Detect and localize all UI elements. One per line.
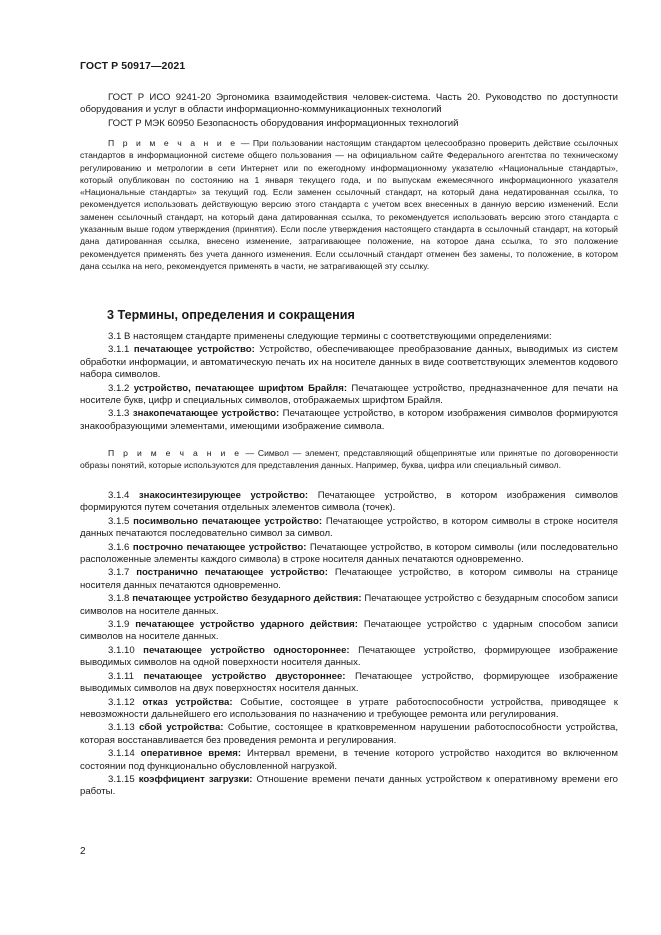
term-name: отказ устройства: xyxy=(142,696,233,708)
term-entry xyxy=(80,344,618,381)
section-title: 3 Термины, определения и сокращения xyxy=(107,308,355,322)
term-name: знакосинтезирующее устройство: xyxy=(138,490,309,501)
term-number: 3.1.7 xyxy=(108,567,130,579)
reference-item: ГОСТ Р ИСО 9241-20 Эргономика взаимодействия человек-система. Часть 20. Руководство по доступности оборудования и услуг в области информационно-коммуникационных технологий xyxy=(80,92,618,116)
term-name: сбой устройства: xyxy=(139,722,224,734)
term-number: 3.1.15 xyxy=(108,773,135,785)
term-entry xyxy=(80,383,618,408)
term-name: печатающее устройство безударного действия: xyxy=(132,593,362,605)
terms-intro: 3.1 В настоящем стандарте применены следующие термины с соответствующими определениями: xyxy=(108,331,552,342)
term-entry xyxy=(80,619,618,644)
term-entry xyxy=(80,722,618,747)
term-entry xyxy=(80,516,618,541)
document-header: ГОСТ Р 50917—2021 xyxy=(80,60,186,72)
note-label: П р и м е ч а н и е xyxy=(108,138,238,148)
term-number: 3.1.5 xyxy=(108,515,130,527)
term-definition: Печатающее устройство, предназначенное для печати на носителе букв, цифр и специальных символов, отображаемых шрифтом Брайля. xyxy=(80,382,618,407)
term-name: устройство, печатающее шрифтом Брайля: xyxy=(133,382,348,394)
term-entry xyxy=(80,671,618,696)
term-definition: Печатающее устройство с безударным способом записи символов на носителе данных. xyxy=(80,593,619,617)
term-definition: Интервал времени, в течение которого устройство находится во включенном состоянии под функционально обусловленной нагрузкой. xyxy=(80,748,618,772)
note-paragraph xyxy=(80,447,618,472)
page-number: 2 xyxy=(80,846,86,857)
term-entry xyxy=(80,645,618,670)
term-entry xyxy=(80,774,618,799)
term-name: печатающее устройство одностороннее: xyxy=(143,644,350,656)
term-number: 3.1.8 xyxy=(108,593,130,605)
term-name: печатающее устройство: xyxy=(133,344,255,356)
term-entry xyxy=(80,408,618,433)
term-definition: Печатающее устройство, в котором символы в строке носителя данных печатаются последовательно символ за символ. xyxy=(80,515,618,540)
term-definition: Печатающее устройство, в котором символы (или последовательно расположенные элементы каждого символа) в строке носителя данных печатаются одновременно. xyxy=(80,541,618,566)
term-entry xyxy=(80,542,618,567)
term-number: 3.1.6 xyxy=(108,541,130,553)
term-entry xyxy=(80,697,618,722)
term-number: 3.1.12 xyxy=(108,696,135,708)
note-text: Символ — элемент, представляющий общепринятые или принятые по договоренности образы понятий, которые используются для представления данных. Например, буква, цифра или специальный символ. xyxy=(80,448,618,471)
term-definition: Событие, состоящее в кратковременном нарушении работоспособности устройства, которая восстанавливается без проведения ремонта и регулирования. xyxy=(80,722,618,746)
term-name: постранично печатающее устройство: xyxy=(136,567,328,579)
term-number: 3.1.11 xyxy=(108,670,134,682)
term-name: посимвольно печатающее устройство: xyxy=(133,515,323,527)
term-definition: Печатающее устройство с ударным способом записи символов на носителе данных. xyxy=(80,619,618,643)
note-label: П р и м е ч а н и е xyxy=(108,448,242,458)
note-dash: — xyxy=(237,138,253,148)
terms-block-a xyxy=(80,331,618,434)
term-name: знакопечатающее устройство: xyxy=(132,408,280,420)
term-number: 3.1.10 xyxy=(108,644,135,656)
reference-item: ГОСТ Р МЭК 60950 Безопасность оборудования информационных технологий xyxy=(108,117,459,129)
term-definition: Печатающее устройство, формирующее изображение выводимых символов на одной поверхности носителя данных. xyxy=(80,644,618,669)
note-references xyxy=(80,137,618,272)
term-definition: Печатающее устройство, в котором изображения символов формируются путем сочетания отдельных элементов символа (точек). xyxy=(80,490,619,514)
term-entry xyxy=(80,748,618,773)
term-name: оперативное время: xyxy=(140,748,242,760)
terms-block-b xyxy=(80,490,618,800)
term-number: 3.1.9 xyxy=(108,619,130,631)
term-name: печатающее устройство ударного действия: xyxy=(135,619,358,631)
term-definition: Отношение времени печати данных устройством к оперативному времени его работы. xyxy=(80,773,618,798)
term-number: 3.1.1 xyxy=(108,344,130,356)
term-definition: Печатающее устройство, в котором изображения символов формируются знакообразующими элементами, имеющими изображение символа. xyxy=(80,408,619,432)
term-name: коэффициент загрузки: xyxy=(138,773,253,785)
term-definition: Событие, состоящее в утрате работоспособности устройства, приводящее к невозможности дальнейшего его использования по назначению и требующее ремонта или регулирования. xyxy=(80,696,619,720)
term-name: построчно печатающее устройство: xyxy=(132,541,307,553)
term-definition: Печатающее устройство, формирующее изображение выводимых символов на двух поверхностях носителя данных. xyxy=(80,670,619,695)
term-number: 3.1.4 xyxy=(108,490,130,501)
term-number: 3.1.2 xyxy=(108,382,130,394)
term-number: 3.1.14 xyxy=(108,748,135,760)
note-dash: — xyxy=(241,448,258,458)
term-entry xyxy=(80,593,618,618)
normative-references xyxy=(80,92,618,131)
term-entry xyxy=(80,567,618,592)
term-number: 3.1.3 xyxy=(108,408,130,420)
term-entry xyxy=(80,490,618,515)
term-definition: Печатающее устройство, в котором символы на странице носителя данных печатаются одновременно. xyxy=(80,567,619,591)
note-text: При пользовании настоящим стандартом целесообразно проверить действие ссылочных стандартов в информационной системе общего пользования — на официальном сайте Федерального агентства по техническому регулированию и метрологии в сети Интернет или по ежегодному информационному указателю «Национальные стандарты», который опубликован по состоянию на 1 января текущего года, и по выпускам ежемесячного информационного указателя «Национальные стандарты» за текущий год. Если заменен ссылочный стандарт, на который дана недатированная ссылка, то рекомендуется использовать действующую версию этого стандарта с учетом всех внесенных в данную версию изменений. Если заменен ссылочный стандарт, на который дана датированная ссылка, то рекомендуется использовать версию этого стандарта с указанным выше годом утверждения (принятия). Если после утверждения настоящего стандарта в ссылочный стандарт, на который дана датированная ссылка, внесено изменение, затрагивающее положение, на которое дана ссылка, то это положение рекомендуется применять без учета данного изменения. Если ссылочный стандарт отменен без замены, то положение, в котором дана ссылка на него, рекомендуется применять в части, не затрагивающей эту ссылку. xyxy=(80,138,618,271)
term-definition: Устройство, обеспечивающее преобразование данных, выводимых из систем обработки информации, и автоматическую печать их на носителе данных в виде соответствующих элементов кодового набора символов. xyxy=(80,344,618,381)
term-name: печатающее устройство двустороннее: xyxy=(143,670,346,682)
note-paragraph xyxy=(80,137,618,272)
note-symbol xyxy=(80,447,618,472)
term-number: 3.1.13 xyxy=(108,722,135,734)
